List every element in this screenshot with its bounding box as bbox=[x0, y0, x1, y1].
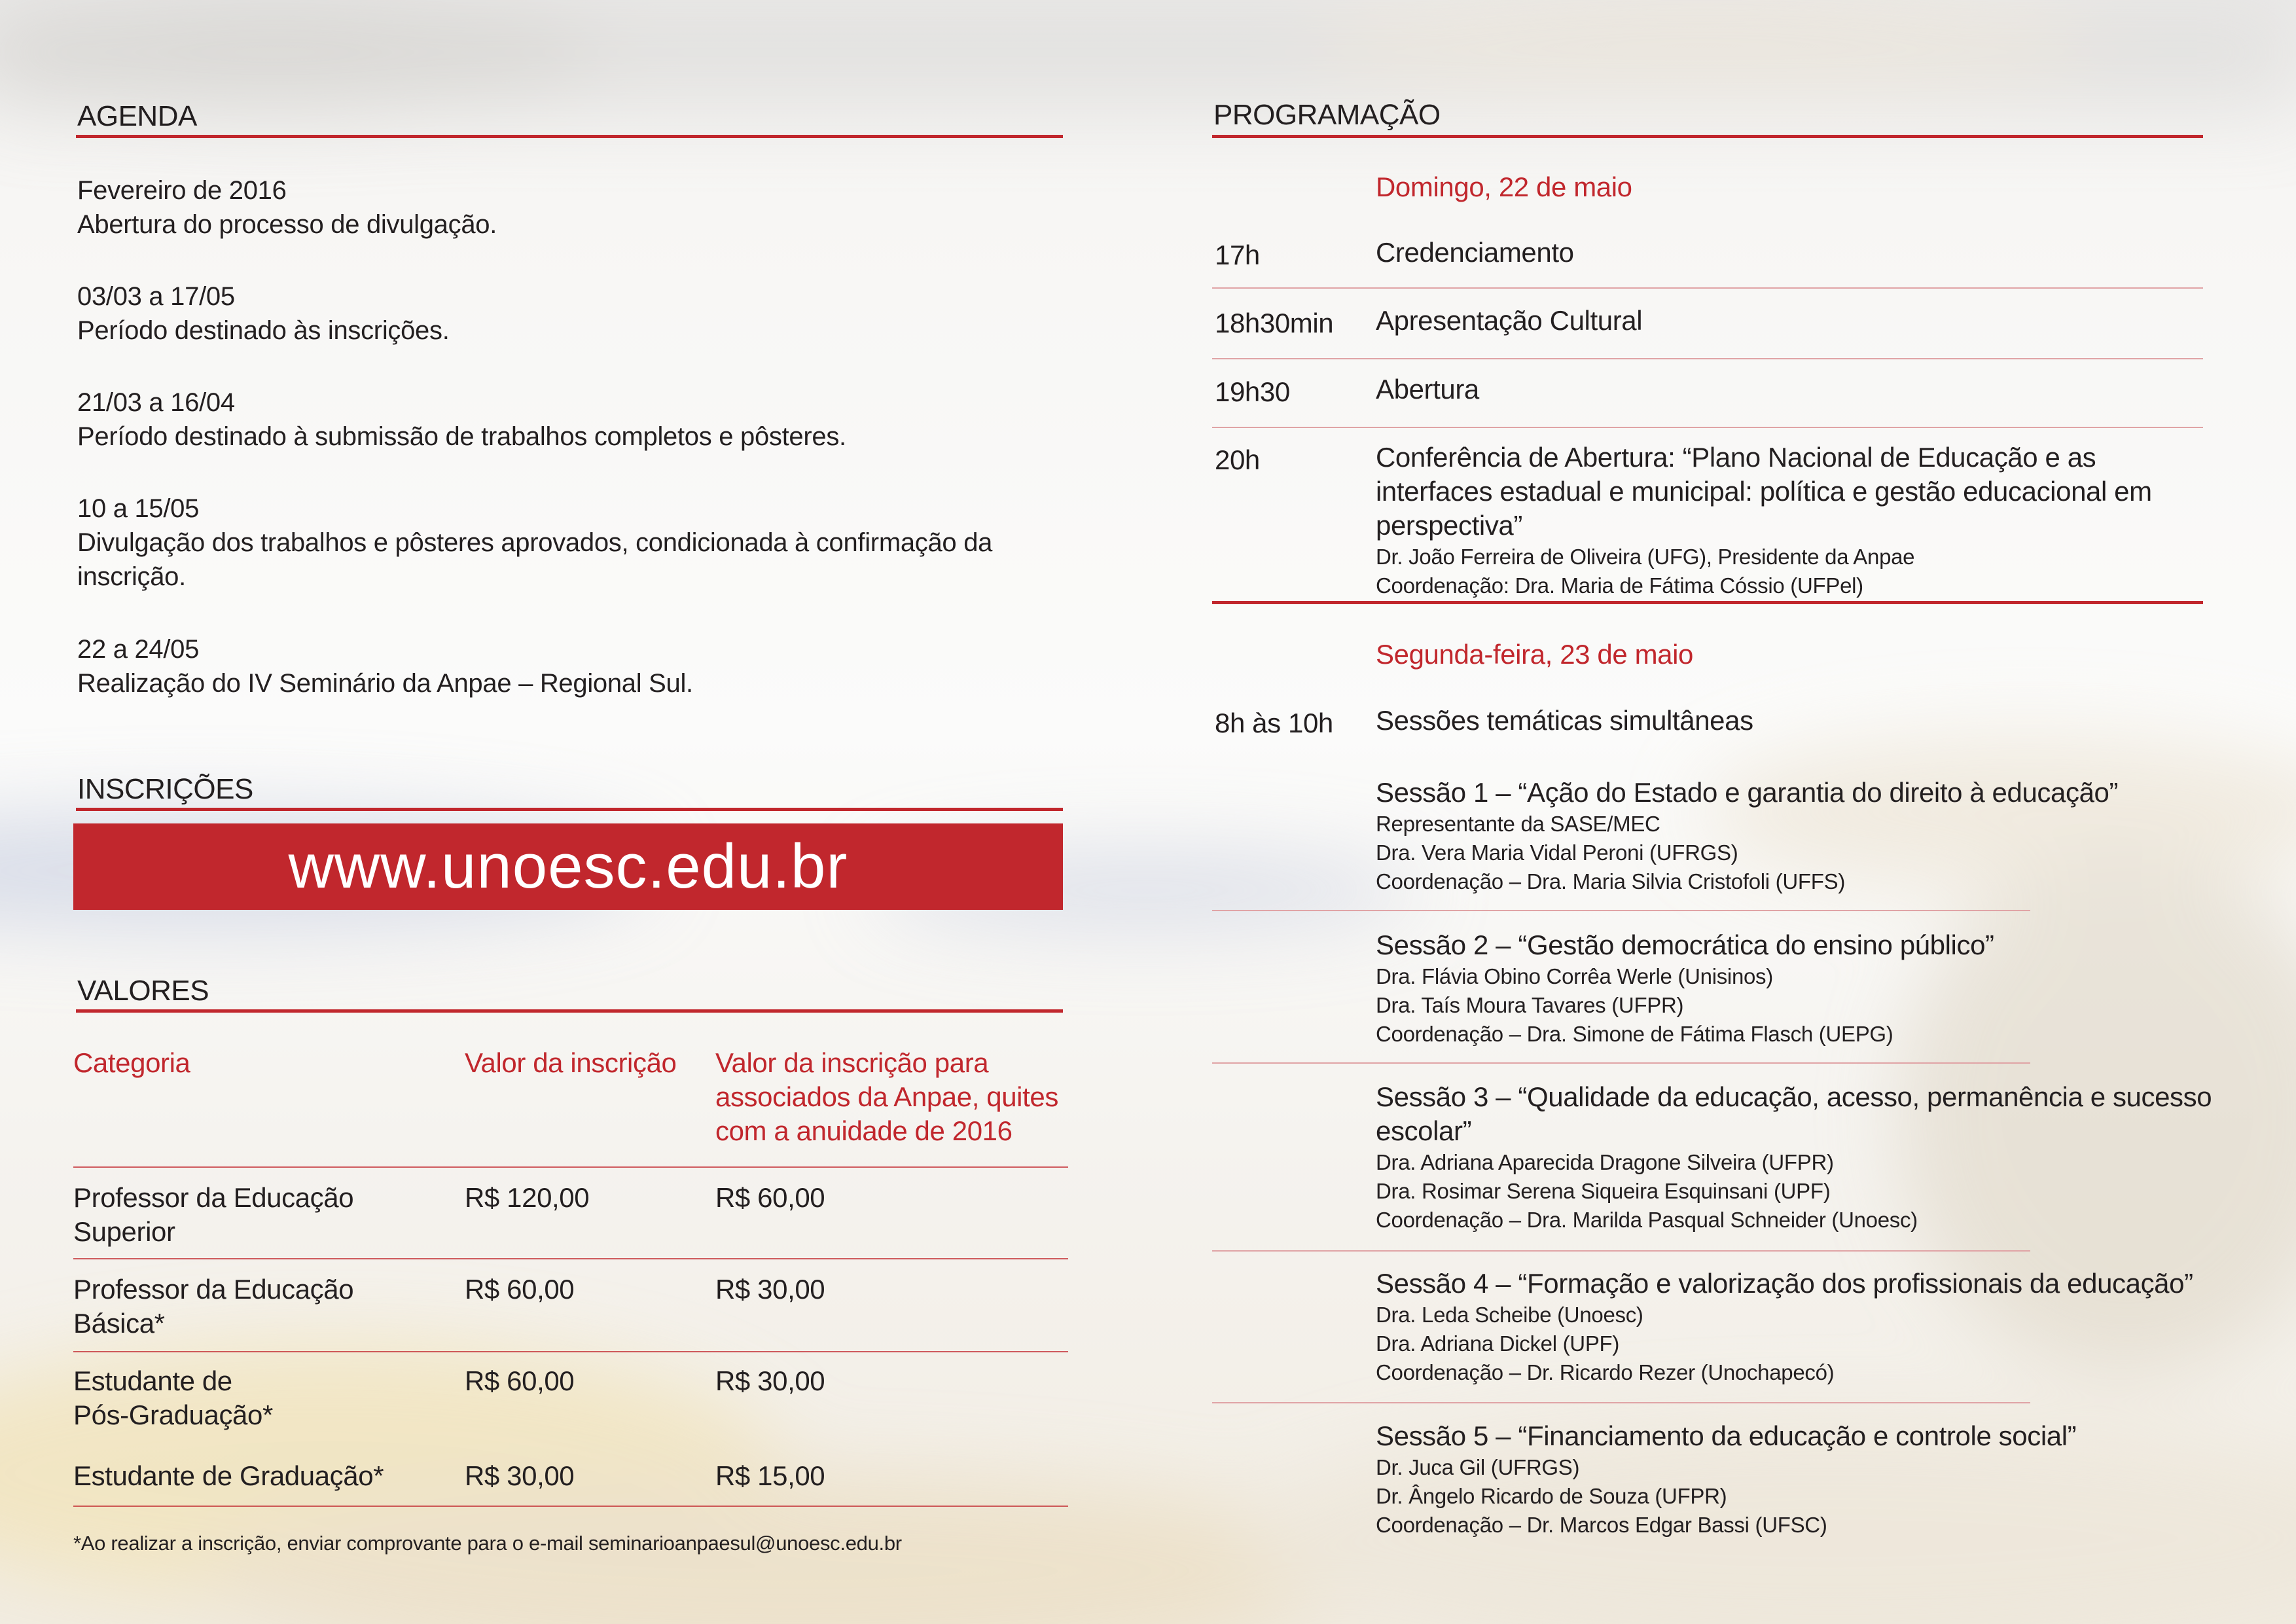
session-line: Dra. Taís Moura Tavares (UFPR) bbox=[1376, 993, 1684, 1017]
session-divider bbox=[1212, 910, 2030, 911]
session-line: Dra. Vera Maria Vidal Peroni (UFRGS) bbox=[1376, 840, 1738, 865]
session-title: Sessão 1 – “Ação do Estado e garantia do direito à educação” bbox=[1376, 777, 2119, 808]
table-cell-associado: R$ 30,00 bbox=[715, 1274, 825, 1305]
programacao-title: PROGRAMAÇÃO bbox=[1213, 99, 1441, 131]
agenda-text: Abertura do processo de divulgação. bbox=[77, 210, 497, 239]
agenda-item bbox=[77, 280, 1046, 348]
valores-divider bbox=[73, 1351, 1068, 1352]
session-block bbox=[1376, 1419, 2214, 1540]
session-line: Coordenação – Dr. Ricardo Rezer (Unochapecó) bbox=[1376, 1360, 1835, 1384]
session-block bbox=[1376, 1267, 2214, 1387]
session-line: Dra. Leda Scheibe (Unoesc) bbox=[1376, 1303, 1643, 1327]
agenda-item bbox=[77, 173, 1046, 242]
valores-header-valor: Valor da inscrição bbox=[465, 1047, 677, 1078]
inscricoes-rule bbox=[76, 808, 1063, 811]
valores-divider bbox=[73, 1166, 1068, 1168]
session-line: Representante da SASE/MEC bbox=[1376, 812, 1660, 836]
session-line: Dra. Flávia Obino Corrêa Werle (Unisinos) bbox=[1376, 964, 1773, 988]
agenda-text: Divulgação dos trabalhos e pôsteres aprovados, condicionada à confirmação da inscrição. bbox=[77, 528, 993, 591]
session-title: Sessão 5 – “Financiamento da educação e controle social” bbox=[1376, 1420, 2077, 1451]
table-cell-associado: R$ 60,00 bbox=[715, 1182, 825, 1213]
table-cell-categoria: Professor da Educação Superior bbox=[73, 1182, 354, 1247]
agenda-text: Período destinado às inscrições. bbox=[77, 316, 450, 345]
agenda-date: 22 a 24/05 bbox=[77, 635, 200, 664]
sessions-heading: Sessões temáticas simultâneas bbox=[1376, 705, 1753, 736]
table-cell-categoria: Professor da Educação Básica* bbox=[73, 1274, 354, 1339]
session-title: Sessão 3 – “Qualidade da educação, acesso, permanência e sucesso escolar” bbox=[1376, 1081, 2212, 1146]
session-line: Dra. Rosimar Serena Siqueira Esquinsani (UPF) bbox=[1376, 1179, 1831, 1203]
session-divider bbox=[1212, 1402, 2030, 1403]
table-cell-associado: R$ 30,00 bbox=[715, 1365, 825, 1396]
conference-label: Conferência de Abertura bbox=[1376, 442, 1668, 473]
conference-speaker: Dr. João Ferreira de Oliveira (UFG), Presidente da Anpae bbox=[1376, 545, 1915, 569]
session-title: Sessão 2 – “Gestão democrática do ensino público” bbox=[1376, 929, 1994, 960]
valores-rule bbox=[76, 1009, 1063, 1013]
valores-header-categoria: Categoria bbox=[73, 1047, 190, 1078]
registration-url-link[interactable]: www.unoesc.edu.br bbox=[73, 823, 1063, 910]
schedule-time: 19h30 bbox=[1215, 376, 1290, 407]
schedule-time: 20h bbox=[1215, 444, 1260, 475]
conference-block bbox=[1376, 441, 2200, 600]
programacao-rule bbox=[1212, 135, 2203, 138]
session-divider bbox=[1212, 1062, 2030, 1064]
schedule-divider bbox=[1212, 427, 2203, 428]
valores-footnote: *Ao realizar a inscrição, enviar comprovante para o e-mail seminarioanpaesul@unoesc.edu.br bbox=[73, 1532, 902, 1555]
agenda-item bbox=[77, 492, 1046, 594]
agenda-text: Período destinado à submissão de trabalhos completos e pôsteres. bbox=[77, 422, 846, 451]
session-block bbox=[1376, 776, 2214, 896]
schedule-text: Abertura bbox=[1376, 374, 1479, 405]
session-line: Coordenação – Dra. Simone de Fátima Flasch (UEPG) bbox=[1376, 1022, 1893, 1046]
agenda-date: 10 a 15/05 bbox=[77, 494, 200, 523]
session-line: Coordenação – Dr. Marcos Edgar Bassi (UFSC) bbox=[1376, 1513, 1827, 1537]
agenda-date: 21/03 a 16/04 bbox=[77, 388, 235, 417]
day-separator-rule bbox=[1212, 601, 2203, 604]
table-cell-valor: R$ 120,00 bbox=[465, 1182, 590, 1213]
table-cell-categoria: Estudante de Graduação* bbox=[73, 1460, 384, 1491]
agenda-text: Realização do IV Seminário da Anpae – Regional Sul. bbox=[77, 669, 693, 698]
agenda-date: Fevereiro de 2016 bbox=[77, 176, 287, 205]
schedule-time: 8h às 10h bbox=[1215, 708, 1333, 738]
session-line: Dra. Adriana Dickel (UPF) bbox=[1376, 1331, 1620, 1356]
agenda-item bbox=[77, 632, 1046, 700]
session-title: Sessão 4 – “Formação e valorização dos profissionais da educação” bbox=[1376, 1268, 2193, 1299]
schedule-time: 17h bbox=[1215, 240, 1260, 270]
day2-title: Segunda-feira, 23 de maio bbox=[1376, 639, 1693, 670]
valores-divider bbox=[73, 1258, 1068, 1259]
schedule-divider bbox=[1212, 287, 2203, 289]
agenda-date: 03/03 a 17/05 bbox=[77, 282, 235, 311]
inscricoes-title: INSCRIÇÕES bbox=[77, 773, 253, 805]
session-line: Dr. Ângelo Ricardo de Souza (UFPR) bbox=[1376, 1484, 1727, 1508]
schedule-text: Credenciamento bbox=[1376, 237, 1574, 268]
table-cell-associado: R$ 15,00 bbox=[715, 1460, 825, 1491]
table-cell-valor: R$ 60,00 bbox=[465, 1365, 575, 1396]
schedule-text: Apresentação Cultural bbox=[1376, 305, 1643, 336]
valores-header-associado: Valor da inscrição para associados da Anpae, quites com a anuidade de 2016 bbox=[715, 1047, 1058, 1146]
agenda-rule bbox=[76, 135, 1063, 138]
agenda-title: AGENDA bbox=[77, 100, 197, 132]
schedule-divider bbox=[1212, 358, 2203, 359]
schedule-time: 18h30min bbox=[1215, 308, 1334, 338]
table-cell-valor: R$ 30,00 bbox=[465, 1460, 575, 1491]
session-line: Coordenação – Dra. Marilda Pasqual Schneider (Unoesc) bbox=[1376, 1208, 1918, 1232]
conference-text: : “Plano Nacional de Educação e as interfaces estadual e municipal: política e gestão educacional em perspectiva” bbox=[1376, 442, 2152, 541]
valores-divider bbox=[73, 1506, 1068, 1507]
session-line: Dr. Juca Gil (UFRGS) bbox=[1376, 1455, 1580, 1479]
agenda-item bbox=[77, 386, 1046, 454]
table-cell-categoria: Estudante de Pós-Graduação* bbox=[73, 1365, 273, 1430]
valores-title: VALORES bbox=[77, 975, 209, 1007]
session-line: Dra. Adriana Aparecida Dragone Silveira (UFPR) bbox=[1376, 1150, 1834, 1174]
session-line: Coordenação – Dra. Maria Silvia Cristofoli (UFFS) bbox=[1376, 869, 1846, 893]
table-cell-valor: R$ 60,00 bbox=[465, 1274, 575, 1305]
day1-title: Domingo, 22 de maio bbox=[1376, 171, 1632, 202]
session-divider bbox=[1212, 1250, 2030, 1252]
session-block bbox=[1376, 928, 2214, 1049]
session-block bbox=[1376, 1080, 2214, 1235]
conference-coordination: Coordenação: Dra. Maria de Fátima Cóssio (UFPel) bbox=[1376, 573, 1863, 598]
